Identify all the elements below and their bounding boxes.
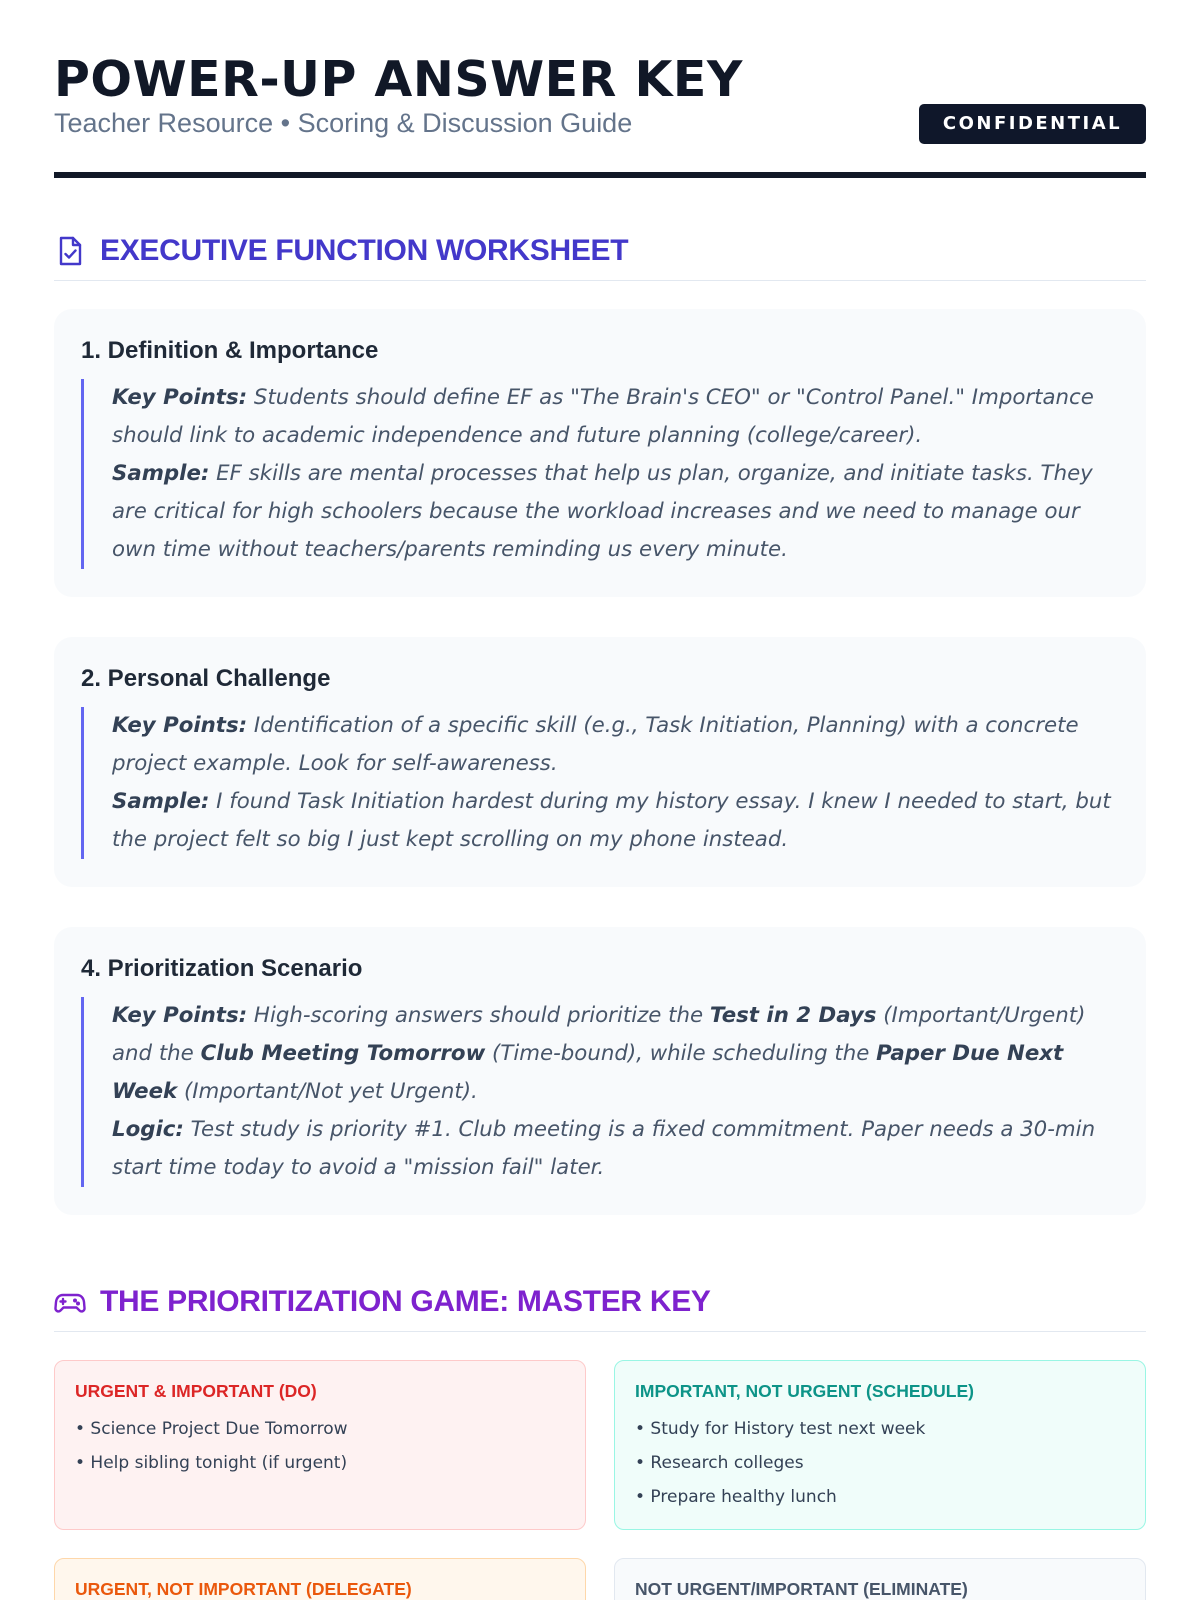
priority-matrix: [54, 1360, 1146, 1600]
gamepad-icon: [54, 1286, 86, 1318]
answer-block: [81, 379, 1118, 569]
question-title: 2. Personal Challenge: [81, 665, 331, 692]
logic-text: Test study is priority #1. Club meeting is a fixed commitment. Paper needs a 30-min start time today to avoid a "mission fail" later.: [112, 1117, 1096, 1180]
quadrant-title: URGENT & IMPORTANT (DO): [75, 1381, 317, 1401]
quadrant-title: IMPORTANT, NOT URGENT (SCHEDULE): [635, 1381, 974, 1401]
sample-text: I found Task Initiation hardest during my history essay. I knew I needed to start, but the project felt so big I just kept scrolling on my phone instead.: [112, 789, 1111, 852]
page-header: [54, 0, 1146, 178]
quadrant-schedule: [614, 1360, 1146, 1530]
question-card: [54, 637, 1146, 887]
answer-block: [81, 707, 1118, 859]
sample-label: Sample:: [112, 789, 210, 814]
key-points-text: (Important/Not yet Urgent).: [177, 1079, 478, 1104]
emphasis-text: Test in 2 Days: [709, 1003, 877, 1028]
key-points-label: Key Points:: [112, 385, 248, 410]
key-points-text: (Important/Urgent) and the: [112, 1003, 1086, 1066]
question-title: 4. Prioritization Scenario: [81, 955, 363, 982]
section-header-game: [54, 1285, 1146, 1332]
confidential-badge: CONFIDENTIAL: [919, 104, 1146, 144]
section-title-worksheet: EXECUTIVE FUNCTION WORKSHEET: [100, 234, 629, 267]
list-item: • Prepare healthy lunch: [635, 1487, 837, 1507]
list-item: • Science Project Due Tomorrow: [75, 1419, 348, 1439]
quadrant-do: [54, 1360, 586, 1530]
answer-block: [81, 997, 1118, 1187]
quadrant-delegate: [54, 1558, 586, 1600]
question-card: [54, 927, 1146, 1215]
list-item: • Research colleges: [635, 1453, 804, 1473]
key-points-text: High-scoring answers should prioritize the: [247, 1003, 710, 1028]
key-points-label: Key Points:: [112, 1003, 248, 1028]
key-points-label: Key Points:: [112, 713, 248, 738]
key-points-text: Identification of a specific skill (e.g., Task Initiation, Planning) with a concrete project example. Look for self-awareness.: [112, 713, 1079, 776]
document-check-icon: [54, 235, 86, 267]
key-points-text: Students should define EF as "The Brain's CEO" or "Control Panel." Importance should link to academic independence and future planning (college/career).: [112, 385, 1094, 448]
section-header-worksheet: [54, 234, 1146, 281]
list-item: • Study for History test next week: [635, 1419, 926, 1439]
quadrant-title: URGENT, NOT IMPORTANT (DELEGATE): [75, 1579, 412, 1599]
key-points-text: (Time-bound), while scheduling the: [485, 1041, 877, 1066]
page-title: POWER-UP ANSWER KEY: [54, 51, 743, 108]
question-card: [54, 309, 1146, 597]
question-title: 1. Definition & Importance: [81, 337, 379, 364]
logic-label: Logic:: [112, 1117, 184, 1142]
emphasis-text: Club Meeting Tomorrow: [200, 1041, 486, 1066]
quadrant-title: NOT URGENT/IMPORTANT (ELIMINATE): [635, 1579, 968, 1599]
page-subtitle: Teacher Resource • Scoring & Discussion Guide: [54, 108, 633, 138]
quadrant-eliminate: [614, 1558, 1146, 1600]
emphasis-text: Paper Due Next Week: [112, 1041, 1064, 1104]
sample-label: Sample:: [112, 461, 210, 486]
section-title-game: THE PRIORITIZATION GAME: MASTER KEY: [100, 1285, 711, 1318]
list-item: • Help sibling tonight (if urgent): [75, 1453, 348, 1473]
sample-text: EF skills are mental processes that help us plan, organize, and initiate tasks. They are critical for high schoolers because the workload increases and we need to manage our own time without teachers/parents reminding us every minute.: [112, 461, 1093, 562]
